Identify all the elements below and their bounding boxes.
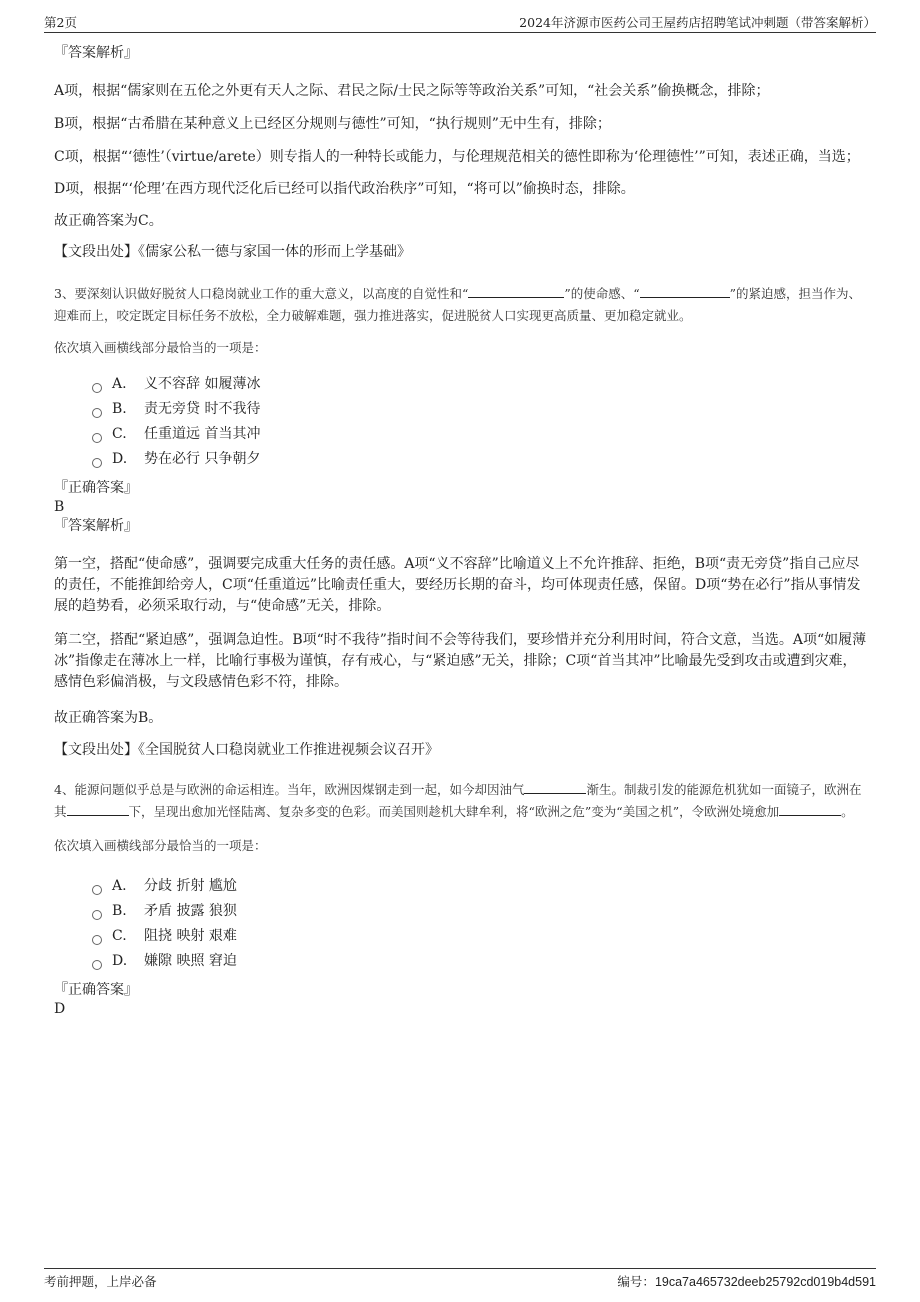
radio-button-icon[interactable]	[92, 960, 102, 970]
option-c[interactable]: C. 阻挠 映射 艰难	[92, 924, 870, 949]
option-d[interactable]: D. 嫌隙 映照 窘迫	[92, 949, 870, 974]
question-4-options	[54, 874, 870, 974]
analysis-option-b: B项，根据“古希腊在某种意义上已经区分规则与德性”可知，“执行规则”无中生有，排除；	[54, 116, 611, 132]
option-d[interactable]: D. 势在必行 只争朝夕	[92, 447, 870, 472]
question-3-instruction: 依次填入画横线部分最恰当的一项是：	[54, 340, 267, 355]
page-content	[54, 38, 870, 1018]
option-c[interactable]: C. 任重道远 首当其冲	[92, 422, 870, 447]
analysis-blank-1: 第一空，搭配“使命感”，强调要完成重大任务的责任感。A项“义不容辞”比喻道义上不允许推辞、拒绝，B项“责无旁贷”指自己应尽的责任，不能推卸给旁人，C项“任重道远”比喻责任重大，要经历长期的奋斗，均可体现责任感，保留。D项“势在必行”指从事情发展的趋势看，必须采取行动，与“使命感”无关，排除。	[54, 556, 861, 614]
page-header	[44, 12, 876, 33]
analysis-option-d: D项，根据“‘伦理’在西方现代泛化后已经可以指代政治秩序”可知，“将可以”偷换时态，排除。	[54, 181, 635, 197]
option-b[interactable]: B. 责无旁贷 时不我待	[92, 397, 870, 422]
fill-blank	[67, 803, 129, 816]
analysis-label: 『答案解析』	[54, 45, 138, 61]
question-4-stem: 4、能源问题似乎总是与欧洲的命运相连。当年，欧洲因煤钢走到一起，如今却因油气 渐生。制裁引发的能源危机犹如一面镜子，欧洲在其 下，呈现出愈加光怪陆离、复杂多变的色彩。而美国则趁机大肆牟利，将“欧洲之危”变为“美国之机”，令欧洲处境愈加 。	[54, 782, 862, 819]
correct-answer: D	[54, 1001, 66, 1017]
analysis-option-a: A项，根据“儒家则在五伦之外更有天人之际、君民之际/士民之际等等政治关系”可知，“社会关系”偷换概念，排除；	[54, 83, 770, 99]
passage-source: 【文段出处】《全国脱贫人口稳岗就业工作推进视频会议召开》	[54, 742, 439, 758]
radio-button-icon[interactable]	[92, 458, 102, 468]
correct-answer-label: 『正确答案』	[54, 480, 138, 496]
question-3-stem: 3、要深刻认识做好脱贫人口稳岗就业工作的重大意义，以高度的自觉性和“ ”的使命感、“ ”的紧迫感，担当作为、迎难而上，咬定既定目标任务不放松，全力破解难题，强力推进落实，促进脱贫人口实现更高质量、更加稳定就业。	[54, 286, 862, 323]
correct-answer: B	[54, 499, 65, 515]
radio-button-icon[interactable]	[92, 408, 102, 418]
fill-blank	[779, 803, 841, 816]
fill-blank	[468, 285, 564, 298]
document-code: 编号：19ca7a465732deeb25792cd019b4d591	[617, 1274, 876, 1289]
radio-button-icon[interactable]	[92, 885, 102, 895]
correct-answer-label: 『正确答案』	[54, 982, 138, 998]
watermark: ​	[244, 868, 256, 1031]
analysis-option-c: C项，根据“‘德性’（virtue/arete）则专指人的一种特长或能力，与伦理规范相关的德性即称为‘伦理德性’”可知，表述正确，当选；	[54, 149, 860, 165]
radio-button-icon[interactable]	[92, 433, 102, 443]
footer-slogan: 考前押题，上岸必备	[44, 1274, 157, 1289]
radio-button-icon[interactable]	[92, 935, 102, 945]
option-a[interactable]: A. 分歧 折射 尴尬	[92, 874, 870, 899]
answer-conclusion: 故正确答案为C。	[54, 213, 163, 229]
radio-button-icon[interactable]	[92, 383, 102, 393]
question-4-instruction: 依次填入画横线部分最恰当的一项是：	[54, 838, 267, 853]
page-footer	[44, 1268, 876, 1291]
page-number: 第2页	[44, 15, 77, 30]
analysis-blank-2: 第二空，搭配“紧迫感”，强调急迫性。B项“时不我待”指时间不会等待我们，要珍惜并充分利用时间，符合文意，当选。A项“如履薄冰”指像走在薄冰上一样，比喻行事极为谨慎，存有戒心，与“紧迫感”无关，排除；C项“首当其冲”比喻最先受到攻击或遭到灾难，感情色彩偏消极，与文段感情色彩不符，排除。	[54, 632, 867, 690]
answer-conclusion: 故正确答案为B。	[54, 710, 163, 726]
option-a[interactable]: A. 义不容辞 如履薄冰	[92, 372, 870, 397]
option-b[interactable]: B. 矛盾 披露 狼狈	[92, 899, 870, 924]
fill-blank	[640, 285, 730, 298]
document-title: 2024年济源市医药公司王屋药店招聘笔试冲刺题（带答案解析）	[519, 15, 876, 30]
question-3-options	[54, 372, 870, 472]
passage-source: 【文段出处】《儒家公私一德与家国一体的形而上学基础》	[54, 244, 411, 260]
radio-button-icon[interactable]	[92, 910, 102, 920]
analysis-label: 『答案解析』	[54, 518, 138, 534]
fill-blank	[524, 781, 586, 794]
